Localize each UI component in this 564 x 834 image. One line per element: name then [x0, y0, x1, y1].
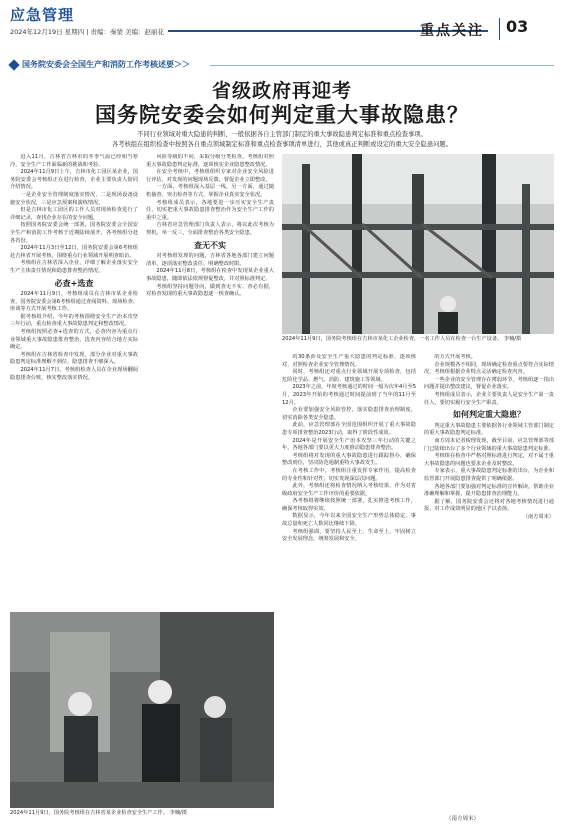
- paragraph: 一方面，考核组深入基层一线，另一方面，通过随机抽查、突击检查等方式，掌握企业真实安全状况。: [146, 184, 274, 198]
- article-source: （南方周末）: [522, 513, 554, 520]
- footnote-source: （南方周末）: [446, 816, 480, 822]
- paragraph: 各地各部门要加强对判定标准的宣传解读，帮助企业准确理解和掌握，提升隐患排查治理能力。: [424, 483, 554, 498]
- photo-image: [10, 612, 274, 808]
- paragraph: 专家表示，重大事故隐患判定标准的出台，为企业和监管部门开展隐患排查提供了明确依据。: [424, 468, 554, 482]
- subhead-line-2: 各考核组在组织检查中按照各自重点领域制定标准和重点检查事项清单进行，其他或真正判断或设定的重大安全隐患问题。: [111, 141, 453, 148]
- paragraph: 2024年11月3日至12日，国务院安委会第6考核组赴吉林省开展考核，围绕重点行业领域开展明查暗访。: [10, 245, 138, 259]
- paragraph: 进入11月，吉林省吉林市的冬季气温已经相当寒冷，安全生产工作面临新的挑战和考验。: [10, 154, 138, 168]
- paragraph: 但是吉林市化工园区的工作人员对现场检查进行了详细记录，查找企业存在的安全问题。: [10, 207, 138, 221]
- masthead: [0, 0, 564, 44]
- paragraph: 2024年11月9日上午，吉林市化工园区某企业，国务院安委会考核组正在进行检查，企业主要负责人陪同介绍情况。: [10, 169, 138, 191]
- col1b-paragraphs: [10, 291, 138, 382]
- paragraph: 在考核工作中，考核组注重发挥专家作用，提高检查的专业性和针对性，切实发现深层次问题。: [282, 467, 416, 482]
- paragraph: 此外，考核组还将检查情况纳入考核结果，作为对省级政府安全生产工作评价的重要依据。: [282, 483, 416, 497]
- paragraph: 风险等级的不同，采取分级分类检查。考核组对照重大事故隐患判定标准，逐项核实企业隐患整改情况。: [146, 154, 274, 168]
- paragraph: 考核组将对发现的重大事故隐患进行跟踪督办，确保整改到位，坚决防范遏制重特大事故发生。: [282, 452, 416, 467]
- paragraph: 的30条涉及安全生产重大隐患的判定标准，逐项核对，对照检查企业安全管理情况。: [282, 354, 416, 368]
- paragraph: 考核组坚持问题导向，做到查无不实、查必有据，对检查发现的重大事故隐患逐一核查确认。: [146, 283, 274, 298]
- masthead-left: [10, 4, 164, 36]
- paragraph: 2024年11月9日，考核组成员在吉林市某企业检查，国务院安委会第6考核组通过查阅资料、现场检查、座谈等方式开展考核工作。: [10, 291, 138, 313]
- headline-line-1: 省级政府再迎考: [211, 80, 352, 102]
- subheadline: [30, 130, 534, 150]
- photo-steel-structure: [282, 154, 554, 334]
- paragraph: 2024年是开展安全生产治本攻坚三年行动的关键之年，各地各部门要以更大力度推动隐患排查整治。: [282, 437, 416, 452]
- column-2: [146, 154, 274, 604]
- photo1-caption: [10, 810, 274, 818]
- caption-text: 2024年11月9日，国务院考核组在吉林市某化工企业检查，一名工作人员在检查一台生产设备。: [282, 336, 503, 342]
- paragraph: 考核组成员表示，各地要进一步压实安全生产责任，切实把重大事故隐患排查整治作为安全生产工作的重中之重。: [146, 199, 274, 221]
- paragraph: 据了解，国务院安委会还将对各地考核情况进行通报，对工作成效明显的地区予以表扬。: [424, 498, 554, 513]
- paragraph: 一些企业的安全管理存在薄弱环节，考核组逐一指出问题并提出整改建议，督促企业落实。: [424, 376, 554, 391]
- paragraph: 2024年11月8日，考核组在检查中发现某企业重大事故隐患，随即依法依规督促整改，并对照标准判定。: [146, 268, 274, 282]
- paragraph: 企业要加强安全风险管控，落实隐患排查治理制度，切实消除各类安全隐患。: [282, 407, 416, 421]
- caption-text: 2024年11月9日，国务院考核组在吉林省某企业检查安全生产工作。: [10, 810, 168, 816]
- paragraph: 南方周末记者梳理发现，截至目前，应急管理部等部门已陆续出台了多个行业领域的重大事故隐患判定标准。: [424, 437, 554, 452]
- paragraph: 考核组成员表示，企业主要负责人是安全生产第一责任人，要切实履行安全生产职责。: [424, 391, 554, 406]
- paragraph: 考核组强调，要坚持人民至上、生命至上，牢固树立安全发展理念，统筹发展和安全。: [282, 528, 416, 543]
- paragraph: 的方式开展考核。: [434, 354, 476, 360]
- paragraph: 企业规模各不相同，现场确定检查重点要符合实际情况，考核组根据企业特点灵活确定检查内容。: [424, 361, 554, 376]
- paragraph: 一是企业安全管理制度落实情况，二是现场设备设施安全状况，三是应急预案和演练情况。: [10, 191, 138, 206]
- photo2-caption: [282, 336, 554, 344]
- photo-credit: 李楠/摄: [169, 810, 187, 816]
- photo-image: [282, 154, 554, 334]
- paragraph: 按照国务院安委会统一部署，国务院安委会全国安全生产和消防工作考核于近期陆续展开，各考核组分赴各省份。: [10, 222, 138, 244]
- section-heading: 必查+选查: [54, 277, 94, 288]
- photo-credit: 李楠/摄: [503, 336, 522, 342]
- kicker-rule: [210, 65, 554, 66]
- masthead-separator: [499, 18, 500, 40]
- paragraph: 2024年11月7日，考核组检查人员在企业现场翻阅隐患排查台账，核实整改落实情况。: [10, 367, 138, 381]
- column-3: [282, 354, 416, 814]
- paragraph: 据考核组介绍，今年的考核围绕安全生产治本攻坚三年行动，重点检查重大事故隐患判定和整改情况。: [10, 313, 138, 328]
- issue-date-line: 2024年12月19日 星期四 | 责编：秦蒙 美编：赵丽花: [10, 28, 165, 36]
- paragraph: 考核组在吉林省检查中发现，部分企业对重大事故隐患判定标准理解不到位，隐患排查不够深入。: [10, 351, 138, 366]
- paragraph: 对考核组发现的问题，吉林省各地各部门建立问题清单，逐项落实整改责任，明确整改时限。: [146, 253, 274, 267]
- newspaper-name: 应急管理: [10, 6, 75, 24]
- paragraph: 吉林省应急管理部门负责人表示，将以此次考核为契机，举一反三，全面排查整治各类安全隐患。: [146, 222, 274, 236]
- page-number: 03: [506, 17, 529, 36]
- paragraph: 考核组在检查中严格对照标准进行判定，对不属于重大事故隐患的问题也要求企业及时整改。: [424, 453, 554, 467]
- paragraph: 各考核组将继续按照统一部署，扎实推进考核工作，确保考核取得实效。: [282, 498, 416, 512]
- section-heading: 如何判定重大隐患？: [453, 409, 525, 420]
- paragraph: 在安全考核中，考核组组织专家对企业安全风险进行评估，对发现的问题现场反馈，督促企业立即整改。: [146, 169, 274, 183]
- paragraph: 数据显示，今年以来全国安全生产形势总体稳定，事故总量和死亡人数同比继续下降。: [282, 513, 416, 528]
- section-heading: 查无不实: [194, 239, 226, 250]
- paragraph: 2023年之前，年度考核通过的时间一般为次年4月至5月，2023年开始的考核通过时间提前到了当年的11月至12月。: [282, 384, 416, 406]
- section-title: 重点关注: [420, 23, 484, 39]
- paragraph: 考核组按照必查+选查的方式，必查内容为重点行业领域重大事故隐患排查整治，选查内容结合地方实际确定。: [10, 329, 138, 351]
- paragraph: 同时，考核组还对重点行业领域开展专项检查，包括危险化学品、燃气、消防、建筑施工等领域。: [282, 369, 416, 383]
- paragraph: 此前，应急管理部在全国范围组织开展了重大事故隐患专项排查整治2023行动，取得了阶段性成效。: [282, 422, 416, 436]
- kicker-bar: [10, 58, 554, 72]
- headline-line-2: 国务院安委会如何判定重大事故隐患？: [95, 102, 469, 127]
- kicker-text: 国务院安委会全国生产和消防工作考核述要＞＞: [22, 60, 190, 69]
- paragraph: 考核组在吉林省深入企业，详细了解企业落实安全生产主体责任情况和隐患排查整治情况。: [10, 260, 138, 274]
- diamond-icon: [8, 59, 19, 70]
- subhead-line-1: 不同行业领域对重大隐患的判断，一般依据各自主管部门制定的重大事故隐患判定标准和重点检查事项。: [137, 131, 427, 138]
- paragraph: 判定重大事故隐患主要依据各行业领域主管部门制定的重大事故隐患判定标准。: [424, 422, 554, 437]
- col1-paragraphs: [10, 154, 138, 276]
- column-4: [424, 354, 554, 810]
- photo-inspection-workers: [10, 612, 274, 808]
